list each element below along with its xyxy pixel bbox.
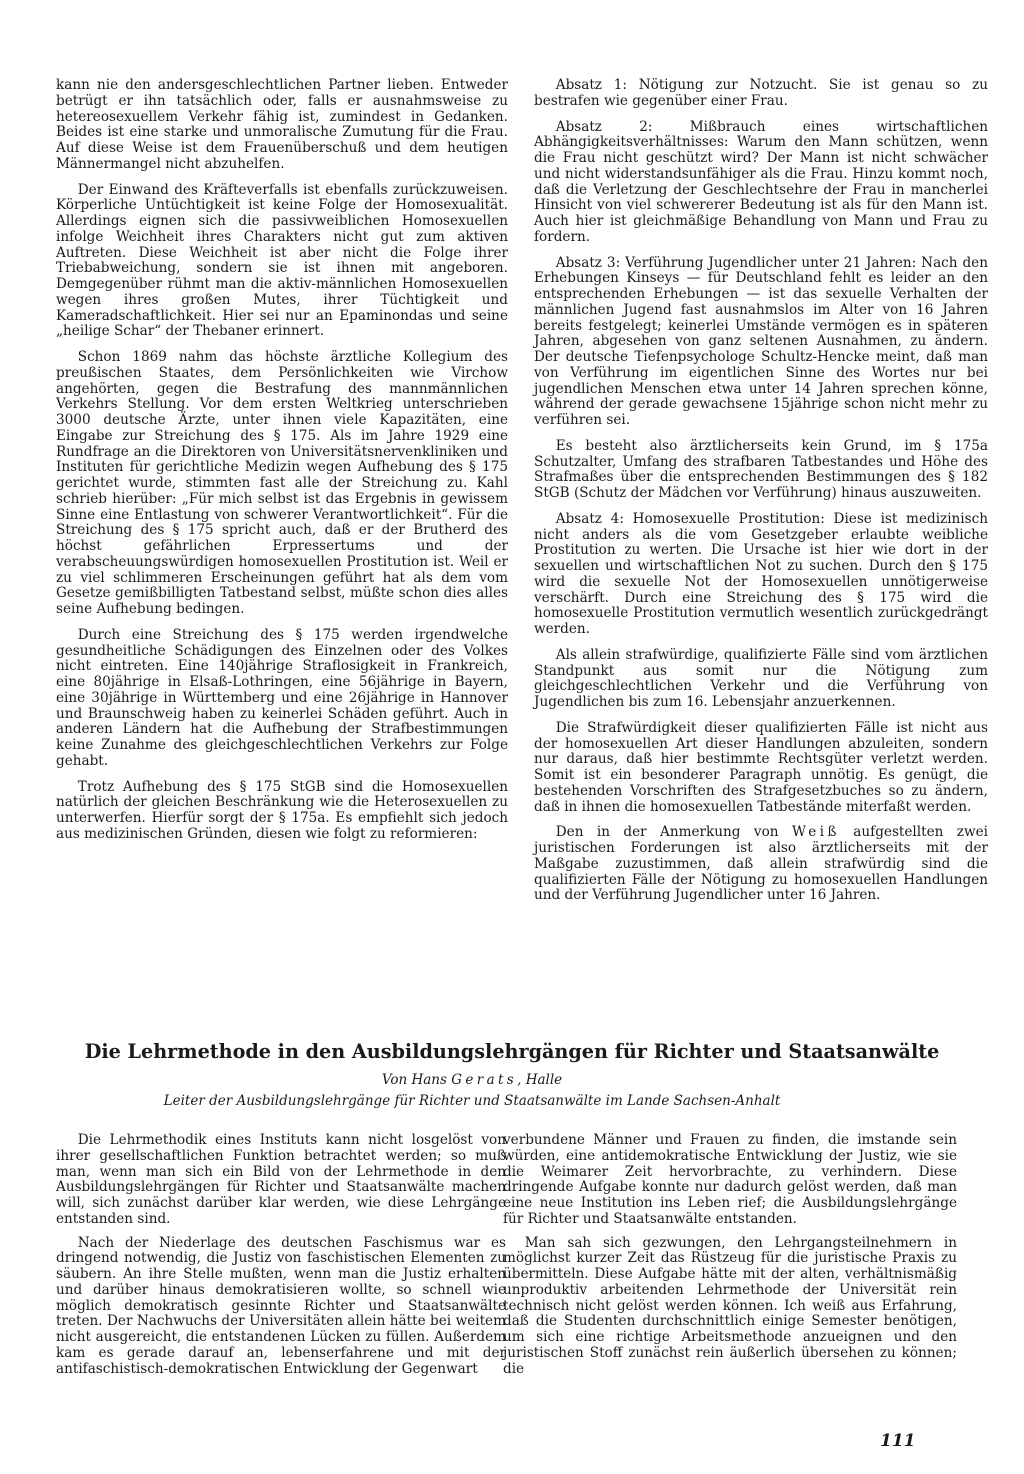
column-bottom-right [503,1133,957,1385]
paragraph: Die Lehrmethodik eines Instituts kann nicht losgelöst von ihrer gesellschaftlichen Funktion betrachtet werden; so muß man, wenn man sich ein Bild von der Lehrmethode in den Ausbildungslehrgängen für Richter und Staatsanwälte machen will, sich zunächst darüber klar werden, wie diese Lehrgänge entstanden sind. [56,1132,506,1227]
paragraph: Schon 1869 nahm das höchste ärztliche Kollegium des preußischen Staates, dem Persönlichkeiten wie Virchow angehörten, gegen die Bestrafung des mannmännlichen Verkehrs Stellung. Vor dem ersten Weltkrieg unterschrieben 3000 deutsche Ärzte, unter ihnen viele Kapazitäten, eine Eingabe zur Streichung des § 175. Als im Jahre 1929 eine Rundfrage an die Direktoren von Universitätsnervenkliniken und Instituten für gerichtliche Medizin wegen Aufhebung des § 175 gerichtet wurde, stimmten fast alle der Streichung zu. Kahl schrieb hierüber: „Für mich selbst ist das Ergebnis in gewissem Sinne eine Entlastung von schwerer Verantwortlichkeit“. Für die Streichung des § 175 spricht auch, daß er der Brutherd des höchst gefährlichen Erpressertums und der verabscheuungswürdigen homosexuellen Prostitution ist. Weil er zu viel schlimmeren Erscheinungen geführt hat als dem vom Gesetze gemißbilligten Tatbestand selbst, müßte schon dies alles seine Aufhebung bedingen. [56,349,508,617]
paragraph: verbundene Männer und Frauen zu finden, die imstande sein würden, eine antidemokratische Entwicklung der Justiz, wie sie die Weimarer Zeit hervorbrachte, zu verhindern. Diese dringende Aufgabe konnte nur dadurch gelöst werden, daß man eine neue Institution ins Leben rief; die Ausbildungslehrgänge für Richter und Staatsanwälte entstanden. [503,1132,957,1227]
paragraph-weiss [534,825,988,904]
paragraph: Durch eine Streichung des § 175 werden irgendwelche gesundheitliche Schädigungen des Einzelnen oder des Volkes nicht eintreten. Eine 140jährige Straflosigkeit in Frankreich, eine 80jährige in Elsaß-Lothringen, eine 56jährige in Bayern, eine 30jährige in Württemberg und eine 26jährige in Hannover und Braunschweig haben zu keinerlei Schäden geführt. Auch in anderen Ländern hat die Aufhebung der Strafbestimmungen keine Zunahme des gleichgeschlechtlichen Verkehrs zur Folge gehabt. [56,626,508,769]
paragraph: Man sah sich gezwungen, den Lehrgangsteilnehmern in möglichst kurzer Zeit das Rüstzeug für die juristische Praxis zu übermitteln. Diese Aufgabe hätte mit der alten, verhältnismäßig unproduktiv arbeitenden Lehrmethode der Universität rein technisch nicht gelöst werden können. Ich weiß aus Erfahrung, daß die Studenten durchschnittlich einige Semester benötigen, um sich eine richtige Arbeitsmethode anzueignen und den juristischen Stoff zunächst rein äußerlich übersehen zu können; die [503,1234,957,1377]
paragraph: Absatz 3: Verführung Jugendlicher unter 21 Jahren: Nach den Erhebungen Kinseys — für Deutschland fehlt es leider an den entsprechenden Erhebungen — ist das sexuelle Verhalten der männlichen Jugend fast ausnahmslos im Alter von 16 Jahren bereits festgelegt; keinerlei Umstände vermögen es in späteren Jahren, abgesehen von ganz seltenen Ausnahmen, zu ändern. Der deutsche Tiefenpsychologe Schultz-Hencke meint, daß man von Verführung im eigentlichen Sinne des Wortes nur bei jugendlichen Menschen etwa unter 14 Jahren sprechen könne, während der gerade gewachsene 15jährige schon nicht mehr zu verführen sei. [534,254,988,428]
paragraph: Es besteht also ärztlicherseits kein Grund, im § 175a Schutzalter, Umfang des strafbaren Tatbestandes und Höhe des Strafmaßes über die entsprechenden Bestimmungen des § 182 StGB (Schutz der Mädchen vor Verführung) hinaus auszuweiten. [534,437,988,501]
paragraph: Absatz 4: Homosexuelle Prostitution: Diese ist medizinisch nicht anders als die vom Gesetzgeber erlaubte weibliche Prostitution zu werten. Die Ursache ist hier wie dort in der sexuellen und wirtschaftlichen Not zu suchen. Durch den § 175 wird die sexuelle Not der Homosexuellen unnötigerweise verschärft. Durch eine Streichung des § 175 wird die homosexuelle Prostitution vermutlich wesentlich zurückgedrängt werden. [534,510,988,637]
byline-prefix: Von Hans [381,1072,452,1088]
paragraph: Die Strafwürdigkeit dieser qualifizierten Fälle ist nicht aus der homosexuellen Art dieser Handlungen abzuleiten, sondern nur daraus, daß hier bestimmte Rechtsgüter verletzt werden. Somit ist ein besonderer Paragraph unnötig. Es genügt, die bestehenden Vorschriften des Strafgesetzbuches so zu ändern, daß in ihnen die homosexuellen Tatbestände miterfaßt werden. [534,719,988,815]
page-number: 111 [880,1431,916,1451]
article-byline [0,1072,944,1088]
paragraph: Nach der Niederlage des deutschen Faschismus war es dringend notwendig, die Justiz von faschistischen Elementen zu säubern. An ihre Stelle mußten, wenn man die Justiz erhalten und darüber hinaus demokratisieren wollte, so schnell wie möglich demokratisch gesinnte Richter und Staatsanwälte treten. Der Nachwuchs der Universitäten allein hätte bei weitem nicht ausgereicht, die entstandenen Lücken zu füllen. Außerdem kam es gerade darauf an, lebenserfahrene und mit der antifaschistisch-demokratischen Entwicklung der Gegenwart [56,1234,506,1377]
paragraph: Als allein strafwürdige, qualifizierte Fälle sind vom ärztlichen Standpunkt aus somit nur die Nötigung zum gleichgeschlechtlichen Verkehr und die Verführung von Jugendlichen bis zum 16. Lebensjahr anzuerkennen. [534,646,988,710]
paragraph: Der Einwand des Kräfteverfalls ist ebenfalls zurückzuweisen. Körperliche Untüchtigkeit ist keine Folge der Homosexualität. Allerdings eignen sich die passivweiblichen Homosexuellen infolge Weichheit ihres Charakters nicht gut zum aktiven Auftreten. Diese Weichheit ist aber nicht die Folge ihrer Triebabweichung, sondern sie ist ihnen mit angeboren. Demgegenüber rühmt man die aktiv-männlichen Homosexuellen wegen ihres großen Mutes, ihrer Tüchtigkeit und Kameradschaftlichkeit. Hier sei nur an Epaminondas und seine „heilige Schar“ der Thebaner erinnert. [56,181,508,340]
column-top-left [56,78,508,853]
paragraph: Absatz 2: Mißbrauch eines wirtschaftlichen Abhängigkeitsverhältnisses: Warum den Mann schützen, wenn die Frau nicht geschützt wird? Der Mann ist nicht schwächer und nicht widerstandsunfähiger als die Frau. Hinzu kommt noch, daß die Verletzung der Geschlechtsehre der Frau in mancherlei Hinsicht von viel schwererer Bedeutung ist als für den Mann ist. Auch hier ist gleichmäßige Behandlung von Mann und Frau zu fordern. [534,118,988,245]
author-name-weiss: Weiß [791,824,840,841]
paragraph: Trotz Aufhebung des § 175 StGB sind die Homosexuellen natürlich der gleichen Beschränkung wie die Heterosexuellen zu unterwerfen. Hierfür sorgt der § 175a. Es empfiehlt sich jedoch aus medizinischen Gründen, diesen wie folgt zu reformieren: [56,778,508,842]
article-subtitle: Leiter der Ausbildungslehrgänge für Richter und Staatsanwälte im Lande Sachsen-Anhalt [163,1093,781,1109]
article-title: Die Lehrmethode in den Ausbildungslehrgängen für Richter und Staatsanwälte [84,1040,940,1063]
byline-suffix: , Halle [517,1072,563,1088]
text-run: Den in der Anmerkung von [555,824,792,841]
paragraph: kann nie den andersgeschlechtlichen Partner lieben. Entweder betrügt er ihn tatsächlich oder, falls er ausnahmsweise zu hetereosexuellem Verkehr fähig ist, zumindest in Gedanken. Beides ist eine starke und unmoralische Zumutung für die Frau. Auf diese Weise ist dem Frauenüberschuß und dem heutigen Männermangel nicht abzuhelfen. [56,77,508,172]
author-name: Gerats [451,1072,518,1088]
paragraph: Absatz 1: Nötigung zur Notzucht. Sie ist genau so zu bestrafen wie gegenüber einer Frau. [534,77,988,109]
column-bottom-left [56,1133,506,1385]
text-run: aufgestellten zwei juristischen Forderungen ist also ärztlicherseits mit der Maßgabe zuzustimmen, daß allein strafwürdig sind die qualifizierten Fälle der Nötigung zu homosexuellen Handlungen und der Verführung Jugendlicher unter 16 Jahren. [534,824,988,904]
column-top-right [534,78,988,914]
